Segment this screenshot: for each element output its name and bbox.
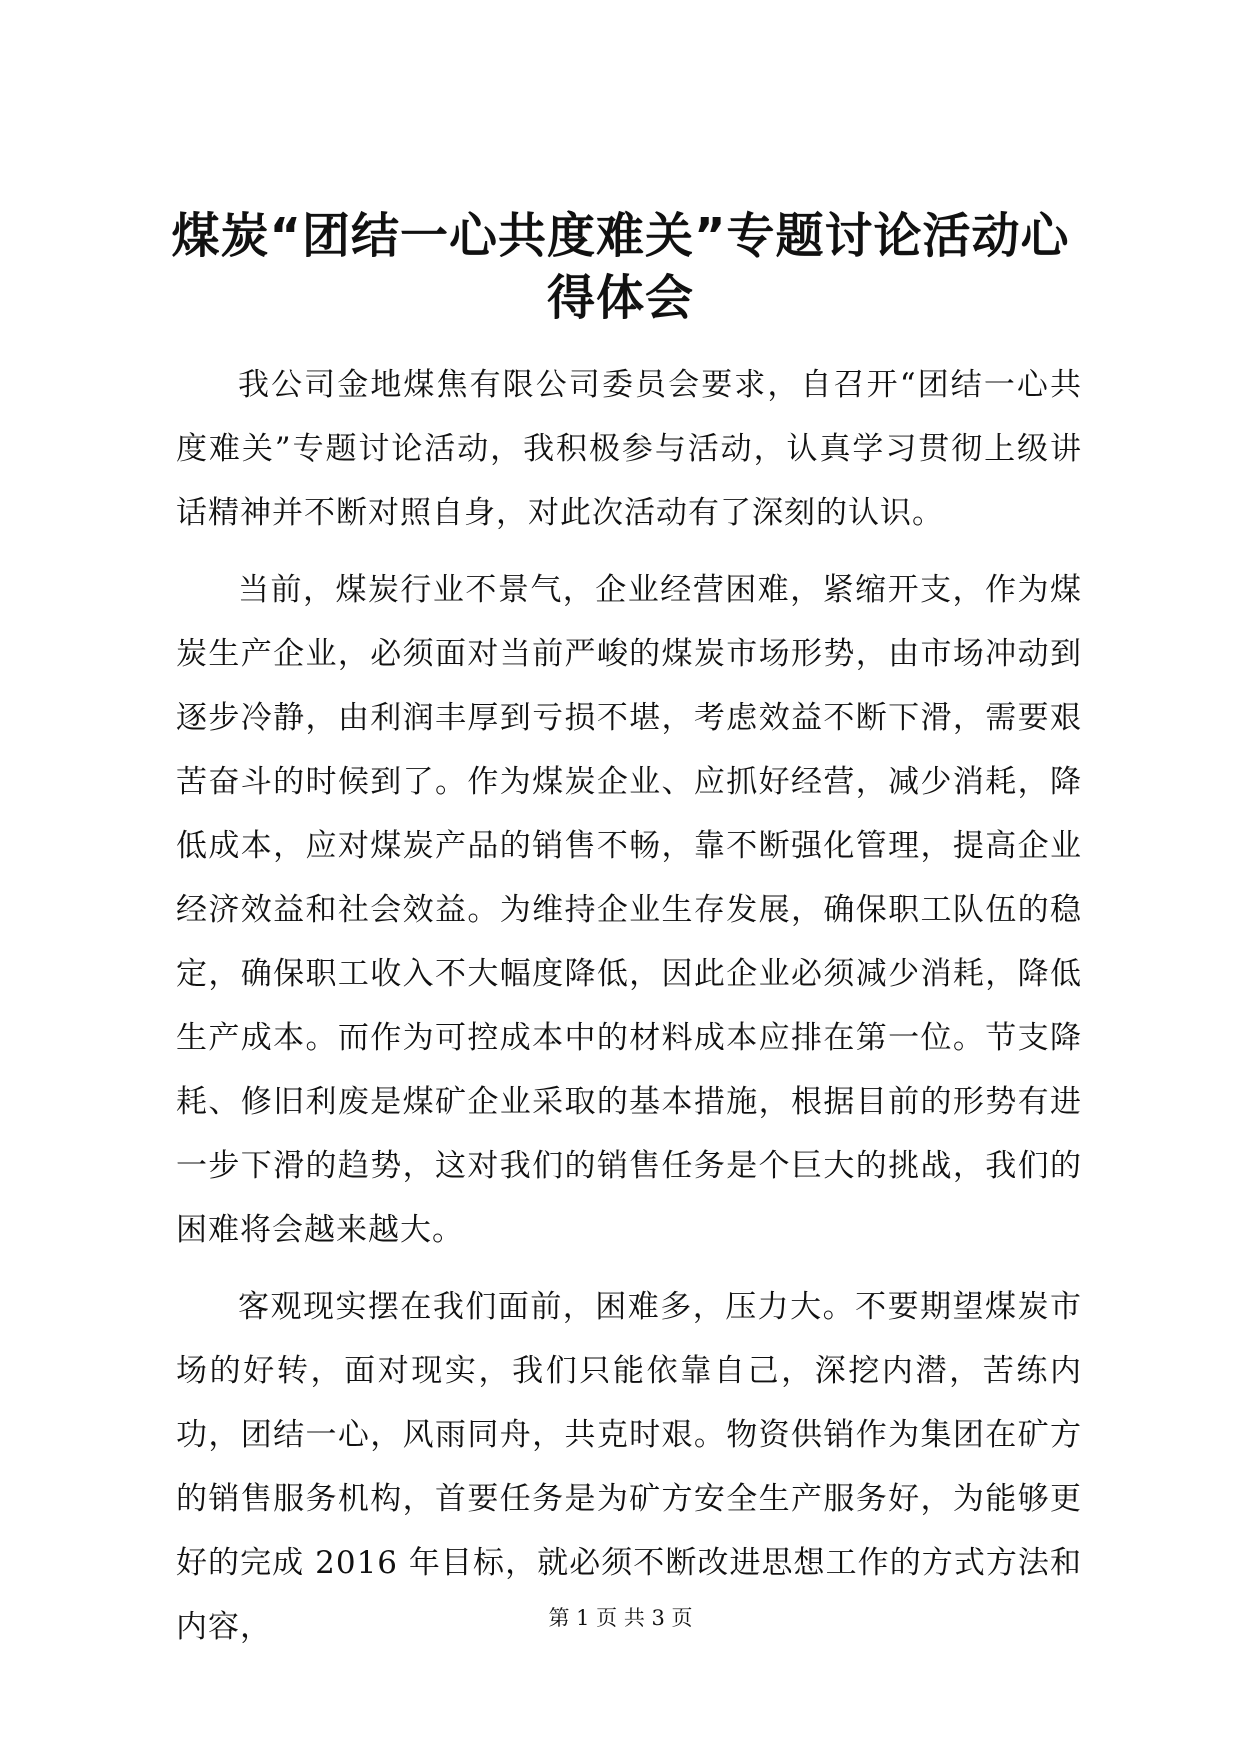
document-title: 煤炭“团结一心共度难关”专题讨论活动心得体会 bbox=[171, 208, 1070, 326]
paragraph-3: 客观现实摆在我们面前，困难多，压力大。不要期望煤炭市场的好转，面对现实，我们只能依靠自己，深挖内潜，苦练内功，团结一心，风雨同舟，共克时艰。物资供销作为集团在矿方的销售服务机构，首要任务是为矿方安全生产服务好，为能够更好的完成 2016 年目标，就必须不断改进思想工作的方式方法和内容， bbox=[176, 1289, 1082, 1645]
document-body bbox=[176, 353, 1082, 1672]
paragraph-2: 当前，煤炭行业不景气，企业经营困难，紧缩开支，作为煤炭生产企业，必须面对当前严峻的煤炭市场形势，由市场冲动到逐步冷静，由利润丰厚到亏损不堪，考虑效益不断下滑，需要艰苦奋斗的时候到了。作为煤炭企业、应抓好经营，减少消耗，降低成本，应对煤炭产品的销售不畅，靠不断强化管理，提高企业经济效益和社会效益。为维持企业生存发展，确保职工队伍的稳定，确保职工收入不大幅度降低，因此企业必须减少消耗，降低生产成本。而作为可控成本中的材料成本应排在第一位。节支降耗、修旧利废是煤矿企业采取的基本措施，根据目前的形势有进一步下滑的趋势，这对我们的销售任务是个巨大的挑战，我们的困难将会越来越大。 bbox=[176, 572, 1082, 1248]
page-footer: 第 1 页 共 3 页 bbox=[548, 1606, 693, 1630]
paragraph-1: 我公司金地煤焦有限公司委员会要求，自召开“团结一心共度难关”专题讨论活动，我积极参与活动，认真学习贯彻上级讲话精神并不断对照自身，对此次活动有了深刻的认识。 bbox=[176, 367, 1082, 531]
